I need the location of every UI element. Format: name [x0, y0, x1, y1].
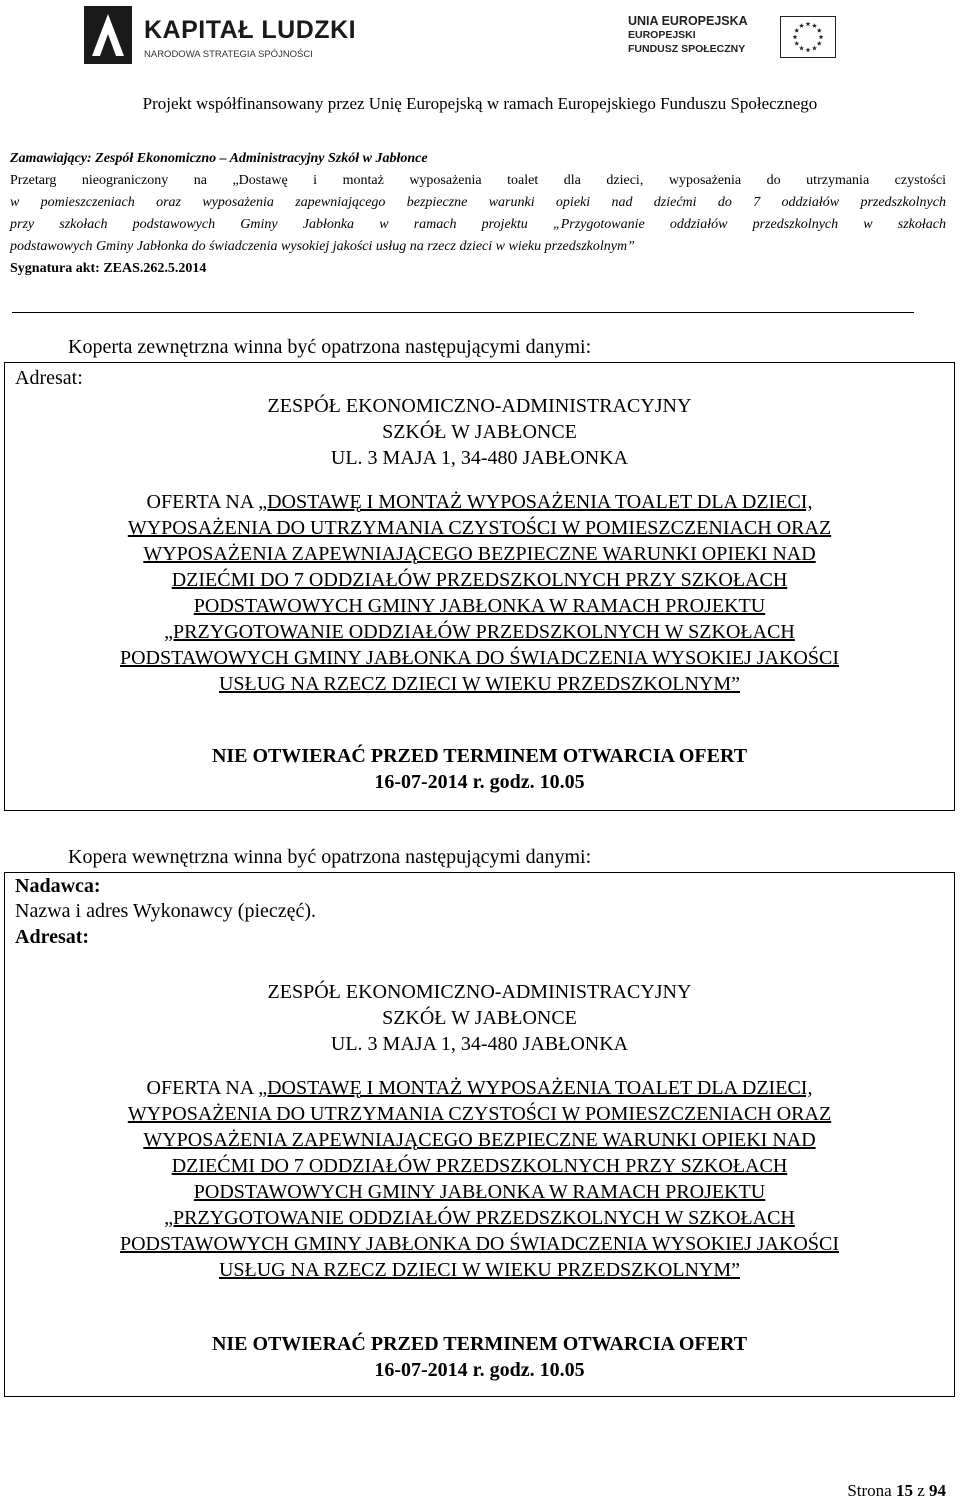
eu-logo-line-2: EUROPEJSKI — [628, 29, 696, 41]
logo-title: KAPITAŁ LUDZKI — [144, 16, 357, 44]
outer-adresat-label: Adresat: — [15, 367, 83, 389]
inner-offer-line-4: DZIEĆMI DO 7 ODDZIAŁÓW PRZEDSZKOLNYCH PRZY SZKOŁACH — [171, 1155, 788, 1177]
outer-offer-line-4: DZIEĆMI DO 7 ODDZIAŁÓW PRZEDSZKOLNYCH PRZY SZKOŁACH — [171, 569, 788, 591]
page-word: Strona — [847, 1481, 892, 1500]
page-total: 94 — [929, 1481, 946, 1500]
tender-header — [10, 148, 946, 280]
outer-offer-line-6: „PRZYGOTOWANIE ODDZIAŁÓW PRZEDSZKOLNYCH W SZKOŁACH — [164, 621, 795, 643]
outer-do-not-open-text: NIE OTWIERAĆ PRZED TERMINEM OTWARCIA OFERT — [211, 745, 748, 767]
page-current: 15 — [895, 1481, 913, 1500]
outer-address-line-3: UL. 3 MAJA 1, 34-480 JABŁONKA — [330, 447, 629, 469]
inner-offer-title — [5, 1075, 954, 1283]
outer-envelope-box — [4, 362, 955, 811]
tender-line-2: w pomieszczeniach oraz wyposażenia zapewniającego bezpieczne warunki opieki nad dziećmi do 7 oddziałów przedszkolnych — [10, 195, 946, 210]
outer-envelope-intro: Koperta zewnętrzna winna być opatrzona następującymi danymi: — [68, 336, 592, 358]
inner-adresat-label: Adresat: — [15, 926, 90, 948]
outer-offer-line-2: WYPOSAŻENIA DO UTRZYMANIA CZYSTOŚCI W POMIESZCZENIACH ORAZ — [127, 517, 832, 539]
kapital-ludzki-emblem-icon — [84, 6, 132, 64]
inner-do-not-open — [5, 1331, 954, 1383]
tender-line-4: podstawowych Gminy Jabłonka do świadczenia wysokiej jakości usług na rzecz dzieci w wieku przedszkolnym” — [10, 239, 635, 254]
tender-line-3: przy szkołach podstawowych Gminy Jabłonka w ramach projektu „Przygotowanie oddziałów przedszkolnych w szkołach — [10, 217, 946, 232]
inner-envelope-box — [4, 872, 955, 1397]
kapital-ludzki-logo — [84, 4, 357, 66]
inner-address-line-1: ZESPÓŁ EKONOMICZNO-ADMINISTRACYJNY — [267, 981, 692, 1003]
outer-opening-date: 16-07-2014 r. godz. 10.05 — [374, 771, 585, 793]
outer-offer-line-5: PODSTAWOWYCH GMINY JABŁONKA W RAMACH PROJEKTU — [193, 595, 766, 617]
case-signature: Sygnatura akt: ZEAS.262.5.2014 — [10, 261, 207, 276]
inner-offer-line-2: WYPOSAŻENIA DO UTRZYMANIA CZYSTOŚCI W POMIESZCZENIACH ORAZ — [127, 1103, 832, 1125]
inner-offer-line-8: USŁUG NA RZECZ DZIECI W WIEKU PRZEDSZKOLNYM” — [218, 1259, 741, 1281]
outer-offer-title — [5, 489, 954, 697]
eu-logo — [628, 14, 878, 64]
inner-nadawca-label: Nadawca: — [15, 875, 101, 897]
inner-address-line-2: SZKÓŁ W JABŁONCE — [382, 1007, 577, 1029]
inner-offer-line-6: „PRZYGOTOWANIE ODDZIAŁÓW PRZEDSZKOLNYCH W SZKOŁACH — [164, 1207, 795, 1229]
contracting-authority: Zamawiający: Zespół Ekonomiczno – Administracyjny Szkół w Jabłonce — [10, 151, 428, 166]
page-number — [847, 1481, 946, 1501]
outer-offer-line-1: OFERTA NA „DOSTAWĘ I MONTAŻ WYPOSAŻENIA TOALET DLA DZIECI, — [146, 491, 813, 513]
project-cofinancing-line: Projekt współfinansowany przez Unię Europejską w ramach Europejskiego Funduszu Społecznego — [142, 94, 818, 113]
inner-offer-line-1: OFERTA NA „DOSTAWĘ I MONTAŻ WYPOSAŻENIA TOALET DLA DZIECI, — [146, 1077, 813, 1099]
inner-nadawca-value: Nazwa i adres Wykonawcy (pieczęć). — [15, 900, 317, 922]
inner-address-line-3: UL. 3 MAJA 1, 34-480 JABŁONKA — [330, 1033, 629, 1055]
inner-envelope-intro: Kopera wewnętrzna winna być opatrzona następującymi danymi: — [68, 846, 592, 868]
inner-offer-line-5: PODSTAWOWYCH GMINY JABŁONKA W RAMACH PROJEKTU — [193, 1181, 766, 1203]
inner-do-not-open-text: NIE OTWIERAĆ PRZED TERMINEM OTWARCIA OFERT — [211, 1333, 748, 1355]
eu-flag-icon — [780, 16, 836, 58]
tender-line-1: Przetarg nieograniczony na „Dostawę i montaż wyposażenia toalet dla dzieci, wyposażenia do utrzymania czystości — [10, 173, 946, 188]
header-divider — [12, 312, 914, 313]
inner-offer-line-7: PODSTAWOWYCH GMINY JABŁONKA DO ŚWIADCZENIA WYSOKIEJ JAKOŚCI — [119, 1233, 839, 1255]
outer-offer-line-7: PODSTAWOWYCH GMINY JABŁONKA DO ŚWIADCZENIA WYSOKIEJ JAKOŚCI — [119, 647, 839, 669]
logo-subtitle: NARODOWA STRATEGIA SPÓJNOŚCI — [144, 49, 313, 60]
inner-offer-line-3: WYPOSAŻENIA ZAPEWNIAJĄCEGO BEZPIECZNE WARUNKI OPIEKI NAD — [143, 1129, 816, 1151]
outer-address-line-2: SZKÓŁ W JABŁONCE — [382, 421, 577, 443]
eu-logo-line-1: UNIA EUROPEJSKA — [628, 14, 748, 28]
outer-offer-line-8: USŁUG NA RZECZ DZIECI W WIEKU PRZEDSZKOLNYM” — [218, 673, 741, 695]
inner-opening-date: 16-07-2014 r. godz. 10.05 — [374, 1359, 585, 1381]
page-sep: z — [917, 1481, 925, 1500]
outer-do-not-open — [5, 743, 954, 795]
outer-address-line-1: ZESPÓŁ EKONOMICZNO-ADMINISTRACYJNY — [267, 395, 692, 417]
eu-logo-line-3: FUNDUSZ SPOŁECZNY — [628, 43, 746, 55]
outer-address — [5, 393, 954, 471]
inner-address — [5, 979, 954, 1057]
outer-offer-line-3: WYPOSAŻENIA ZAPEWNIAJĄCEGO BEZPIECZNE WARUNKI OPIEKI NAD — [143, 543, 816, 565]
